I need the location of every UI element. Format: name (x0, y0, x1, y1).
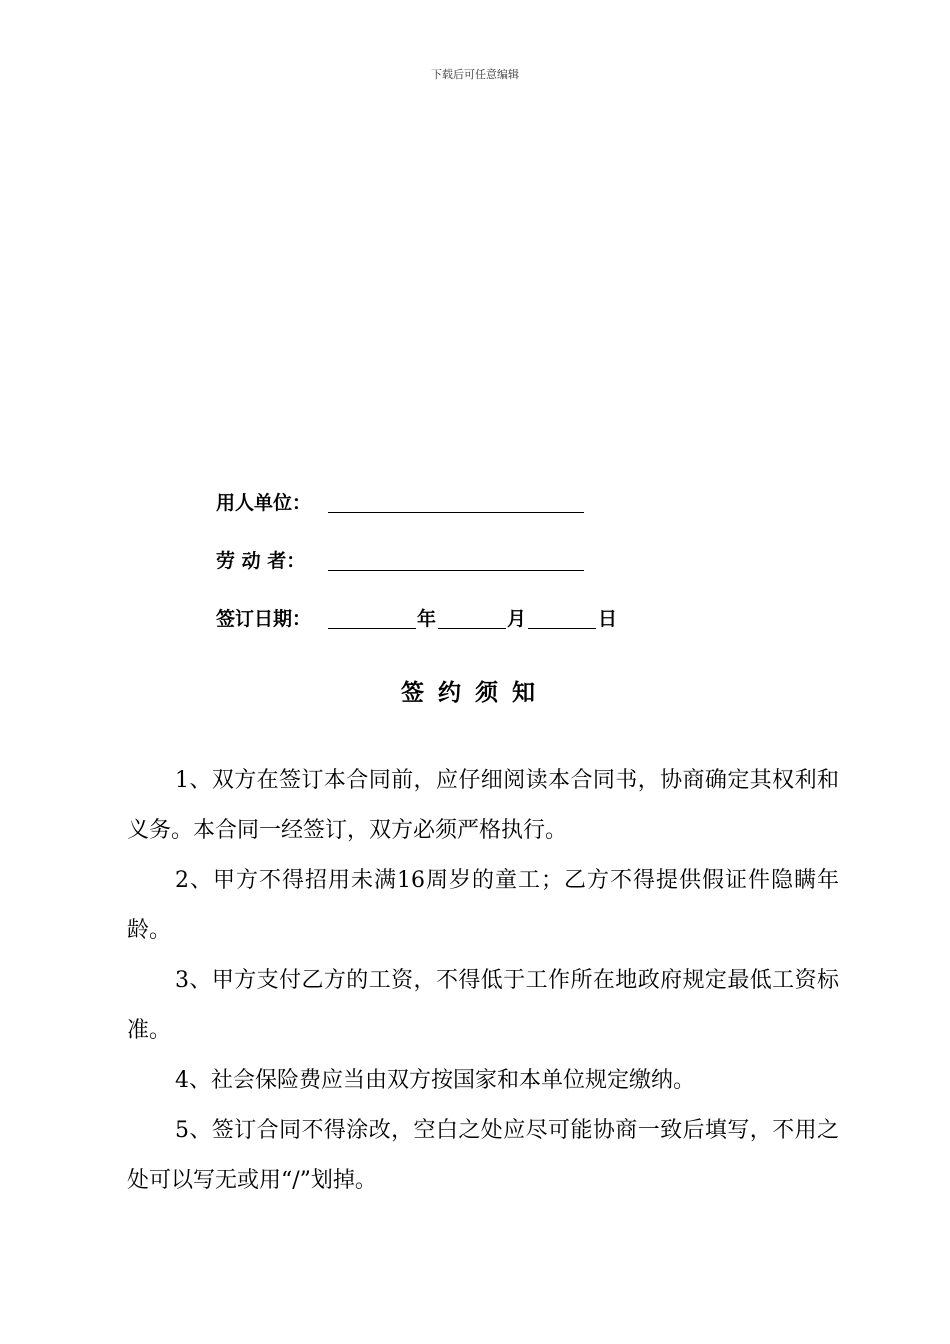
day-blank[interactable] (528, 606, 596, 629)
employer-blank[interactable] (328, 490, 584, 513)
notice-item-1: 1、双方在签订本合同前，应仔细阅读本合同书，协商确定其权利和义务。本合同一经签订，双方必须严格执行。 (127, 768, 839, 843)
year-label: 年 (417, 608, 437, 630)
notice-item-5: 5、签订合同不得涂改，空白之处应尽可能协商一致后填写，不用之处可以写无或用“/”划掉。 (127, 1118, 839, 1193)
date-label: 签订日期： (216, 608, 312, 630)
employer-label: 用人单位： (216, 492, 312, 514)
notice-title: 签约须知 (401, 680, 549, 706)
worker-label: 劳 动 者： (216, 550, 306, 572)
month-label: 月 (507, 608, 527, 630)
header-note: 下载后可任意编辑 (431, 68, 519, 81)
notice-list (127, 756, 839, 1206)
notice-item-2: 2、甲方不得招用未满16周岁的童工；乙方不得提供假证件隐瞒年龄。 (127, 868, 839, 943)
year-blank[interactable] (328, 606, 416, 629)
worker-blank[interactable] (328, 548, 584, 571)
month-blank[interactable] (438, 606, 506, 629)
notice-item-3: 3、甲方支付乙方的工资，不得低于工作所在地政府规定最低工资标准。 (127, 968, 839, 1043)
day-label: 日 (598, 608, 618, 630)
notice-item-4: 4、社会保险费应当由双方按国家和本单位规定缴纳。 (175, 1068, 695, 1093)
